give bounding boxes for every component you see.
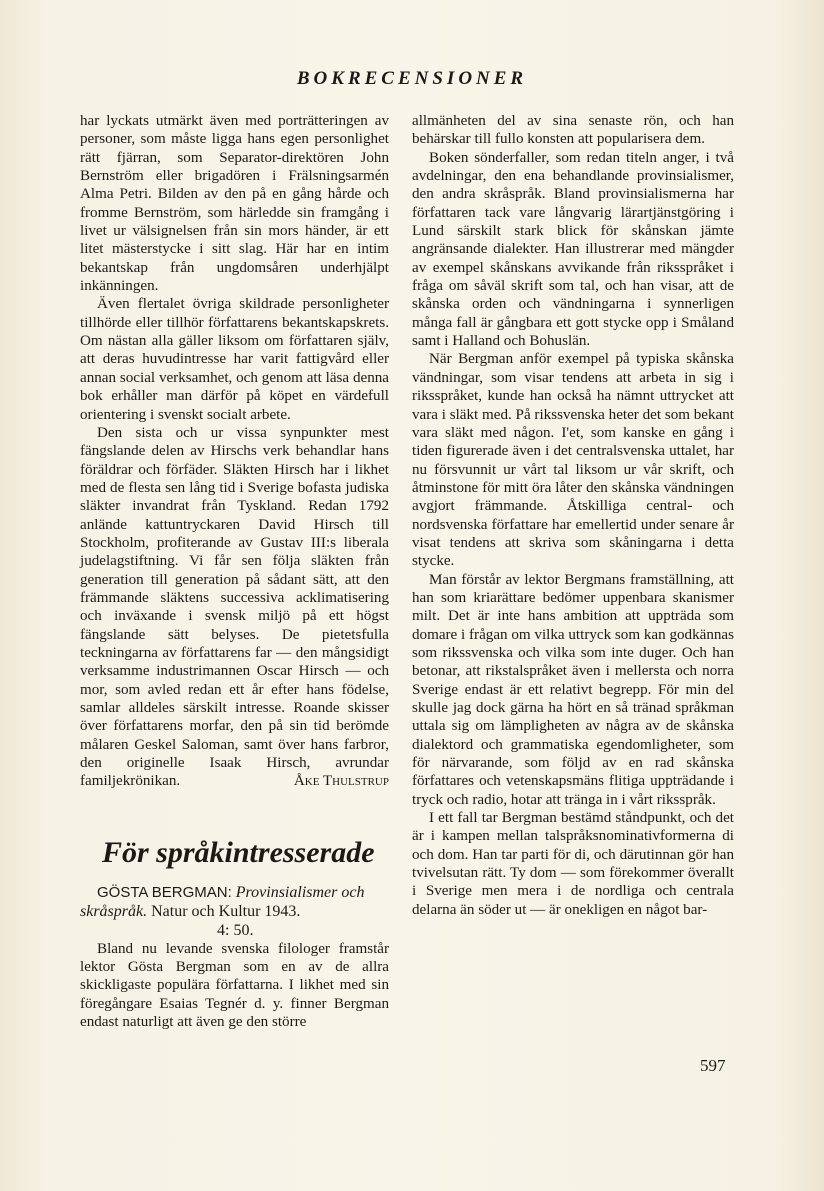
page-number: 597 <box>700 1056 726 1075</box>
review-book-title: Provinsialismer och skråspråk. <box>80 883 365 920</box>
running-head: BOKRECENSIONER <box>296 68 528 89</box>
paragraph: När Bergman anför exempel på typiska skånska vändningar, som visar tendens att arbeta in sig i riksspråket, kunde han också ha nämnt uttrycket att vara i släkt med. På rikssvenska heter det som bekant vara släkt med någon. I'et, som kanske en gång i tiden figurerade även i det centralsvenska uttalet, har nu försvunnit ur vårt tal liksom ur vår skrift, och åtminstone för mitt öra låter den skånska vändningen avgjort främmande. Åtskilliga central- och nordsvenska författare har emellertid under senare år visat tendens att skriva som skåningarna i detta stycke. <box>412 351 734 570</box>
review-signature: Åke Thulstrup <box>293 773 389 790</box>
paragraph <box>80 424 389 791</box>
paragraph: Även flertalet övriga skildrade personligheter tillhörde eller tillhör författarens bekantskapskrets. Om nästan alla gäller liksom om författaren själv, att deras huvudintresse har varit fattigvård eller annan social verksamhet, och genom att läsa denna bok erhåller man därför på köpet en värdefull orientering i svenskt socialt arbete. <box>80 296 389 423</box>
review-publisher: Natur och Kultur 1943. <box>151 902 301 920</box>
left-column <box>80 112 389 1031</box>
paragraph: Bland nu levande svenska filologer framstår lektor Gösta Bergman som en av de allra skickligaste populära författarna. I likhet med sin föregångare Esaias Tegnér d. y. finner Bergman endast naturligt att även ge den större <box>80 940 389 1031</box>
paragraph: I ett fall tar Bergman bestämd ståndpunkt, och det är i kampen mellan talspråksnominativformerna di och dom. Han tar parti för di, och därutinnan gör han tvivelsutan rätt. Ty dom — som förekommer överallt i Sverige men mera i de nordliga och centrala delarna än söder ut — är onekligen en något bar- <box>412 810 734 918</box>
review-heading <box>80 883 389 940</box>
paragraph-text: Den sista och ur vissa synpunkter mest fängslande delen av Hirschs verk behandlar hans föräldrar och förfäder. Släkten Hirsch har i likhet med de flesta sen lång tid i Sverige bofasta judiska släkter invandrat från Tyskland. Redan 1792 anlände kattuntryckaren David Hirsch till Stockholm, profiterande av Gustav III:s liberala judelagstiftning. Vi får sen följa släkten från generation till generation på sådant sätt, att den främmande släktens successiva acklimatisering och inväxande i svensk miljö på ett högst fängslande sätt belyses. De pietetsfulla teckningarna av författarens far — den mångsidigt verksamme industrimannen Oscar Hirsch — och mor, som avled redan ett år efter hans födelse, samlar alldeles särskilt intresse. Roande skisser över författarens morfar, den på sin tid berömde målaren Geskel Saloman, samt över hans farbror, den originelle Isaak Hirsch, avrundar familjekrönikan. <box>80 424 389 790</box>
paragraph: Man förstår av lektor Bergmans framställning, att han som kriarättare bedömer uppenbara skanismer milt. Det är inte hans ambition att uppträda som domare i frågan om vilka uttryck som kan godkännas som rikssvenska och vilka som inte duger. Och han betonar, att rikstalspråket även i mellersta och norra Sverige endast är ett relativt begrepp. För min del skulle jag dock gärna ha hört en så tränad språkman uttala sig om lämpligheten av några av de skånska dialektord och grammatiska egendomligheter, som för närvarande, som följd av en rad skånska författares och vetenskapsmäns flitiga uppträdande i tryck och radio, hotar att tränga in i vårt riksspråk. <box>412 571 734 808</box>
section-title: För språkintresserade <box>102 835 375 869</box>
review-author: GÖSTA BERGMAN: <box>97 883 232 901</box>
paragraph: har lyckats utmärkt även med porträtteringen av personer, som måste ligga hans egen personlighet rätt fjärran, som Separator-direktören John Bernström eller brigadören i Frälsningsarmén Alma Petri. Bilden av den på en gång hårde och fromme Bernström, som härledde sin framgång i livet ur välsignelsen från sin mors händer, är ett litet mästerstycke i sitt slag. Här har en intim bekantskap från ungdomsåren underhjälpt inkänningen. <box>80 113 389 295</box>
right-column <box>412 112 734 919</box>
review-price: 4: 50. <box>217 921 254 939</box>
paragraph: Boken sönderfaller, som redan titeln anger, i två avdelningar, den ena behandlande provinsialismer, den andra skråspråk. Bland provinsialismerna har författaren tack vare långvarig lärartjänstgöring i Lund särskilt stark blick för skånskan jämte angränsande dialekter. Han illustrerar med mängder av exempel skånskans avvikande från riksspråket i fråga om såväl skrift som tal, och han visar, att de skånska orden och vändningarna i synnerligen många fall är gångbara ett gott stycke opp i Småland samt i Halland och Bohuslän. <box>412 149 734 350</box>
paragraph: allmänheten del av sina senaste rön, och han behärskar till fullo konsten att popularisera dem. <box>412 113 734 148</box>
